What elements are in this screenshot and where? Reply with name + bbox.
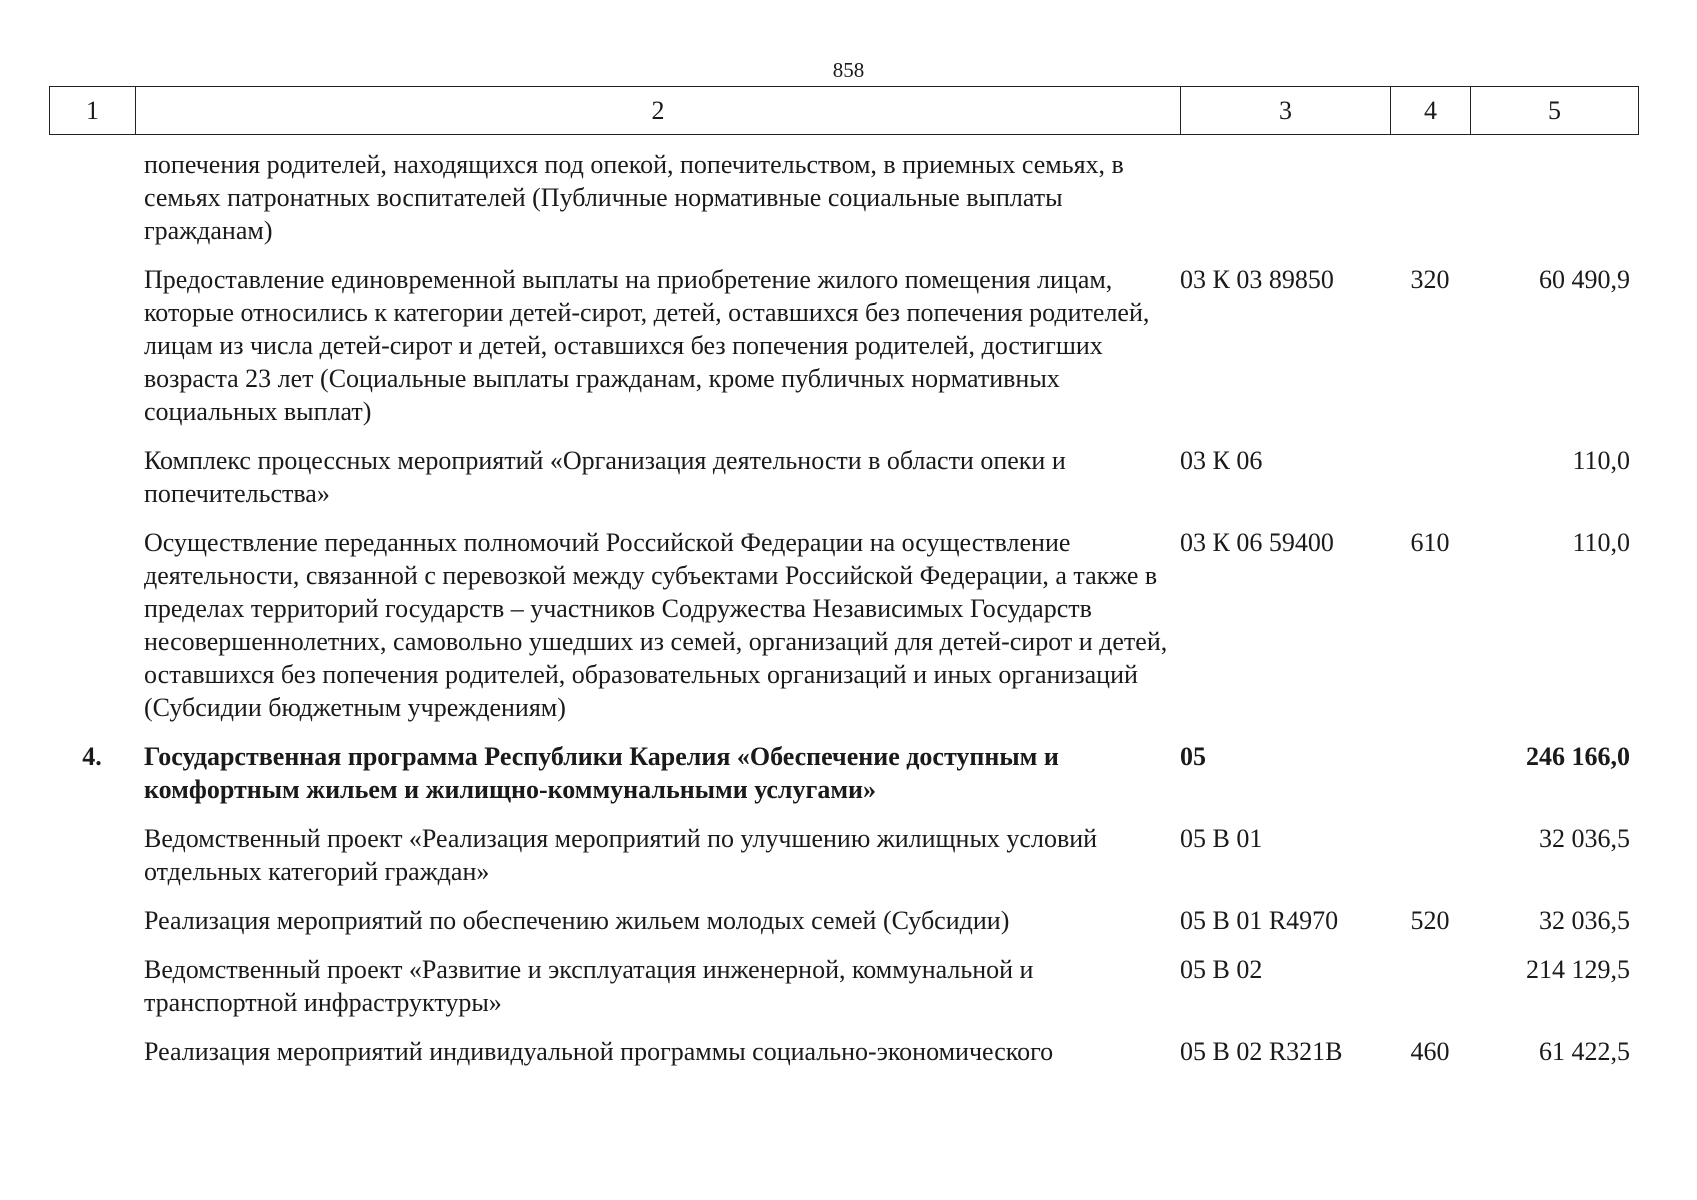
row-sum: 246 166,0: [1526, 742, 1630, 771]
row-sum: 61 422,5: [1539, 1037, 1630, 1066]
row-sum: 110,0: [1572, 446, 1630, 475]
table-row: [49, 1035, 1638, 1084]
table-row-program: [49, 740, 1638, 822]
row-sum: 110,0: [1572, 528, 1630, 557]
row-name: Предоставление единовременной выплаты на приобретение жилого помещения лицам, которые относились к категории детей-сирот, детей, оставшихся без попечения родителей, лицам из числа детей-сирот и детей, оставшихся без попечения родителей, достигших возраста 23 лет (Социальные выплаты гражданам, кроме публичных нормативных социальных выплат): [144, 265, 1150, 426]
row-code: 05 В 01: [1180, 824, 1263, 853]
row-expense-type: [1390, 953, 1470, 1035]
row-number: [49, 444, 135, 526]
row-number: [49, 953, 135, 1035]
table-row: [49, 953, 1638, 1035]
row-code: 03 К 06 59400: [1180, 528, 1334, 557]
row-sum: 32 036,5: [1539, 906, 1630, 935]
row-expense-type: [1390, 148, 1470, 263]
column-header-table: [49, 86, 1639, 135]
table-row: [49, 444, 1638, 526]
row-expense-type: 610: [1410, 528, 1450, 557]
row-number: [49, 904, 135, 953]
row-name: Государственная программа Республики Карелия «Обеспечение доступным и комфортным жильем и жилищно-коммунальными услугами»: [144, 742, 1059, 804]
table-row: [49, 263, 1638, 444]
row-expense-type: [1390, 822, 1470, 904]
row-code: 05 В 01 R4970: [1180, 906, 1339, 935]
row-number: 4.: [82, 742, 102, 771]
budget-table: [49, 148, 1638, 1084]
row-code: 05: [1180, 742, 1206, 771]
row-name: Реализация мероприятий индивидуальной программы социально-экономического: [144, 1037, 1054, 1066]
page-number: 858: [832, 58, 865, 82]
table-row: [49, 822, 1638, 904]
row-sum: 60 490,9: [1539, 265, 1630, 294]
row-code: [1180, 148, 1390, 263]
table-row: [49, 526, 1638, 740]
row-sum: 32 036,5: [1539, 824, 1630, 853]
row-number: [49, 526, 135, 740]
row-sum: [1470, 148, 1638, 263]
table-row: [49, 148, 1638, 263]
row-number: [49, 263, 135, 444]
row-name: попечения родителей, находящихся под опекой, попечительством, в приемных семьях, в семьях патронатных воспитателей (Публичные нормативные социальные выплаты гражданам): [144, 150, 1124, 245]
column-header-1: 1: [50, 87, 136, 135]
row-expense-type: 320: [1410, 265, 1450, 294]
row-number: [49, 148, 135, 263]
row-number: [49, 822, 135, 904]
row-code: 03 К 06: [1180, 446, 1263, 475]
column-header-3: 3: [1181, 87, 1391, 135]
column-header-row: [50, 87, 1639, 135]
table-row: [49, 904, 1638, 953]
row-code: 03 К 03 89850: [1180, 265, 1334, 294]
row-code: 05 В 02: [1180, 955, 1263, 984]
row-sum: 214 129,5: [1526, 955, 1630, 984]
row-number: [49, 1035, 135, 1084]
column-header-2: 2: [136, 87, 1181, 135]
row-code: 05 В 02 R321B: [1180, 1037, 1343, 1066]
row-expense-type: [1390, 444, 1470, 526]
row-expense-type: [1390, 740, 1470, 822]
column-header-4: 4: [1391, 87, 1471, 135]
row-name: Осуществление переданных полномочий Российской Федерации на осуществление деятельности, связанной с перевозкой между субъектами Российской Федерации, а также в пределах территорий государств – участников Содружества Независимых Государств несовершеннолетних, самовольно ушедших из семей, организаций для детей-сирот и детей, оставшихся без попечения родителей, образовательных организаций и иных организаций (Субсидии бюджетным учреждениям): [144, 528, 1168, 722]
row-name: Комплекс процессных мероприятий «Организация деятельности в области опеки и попечительства»: [144, 446, 1066, 508]
column-header-5: 5: [1471, 87, 1639, 135]
row-expense-type: 520: [1410, 906, 1450, 935]
row-name: Ведомственный проект «Реализация мероприятий по улучшению жилищных условий отдельных категорий граждан»: [144, 824, 1098, 886]
row-name: Ведомственный проект «Развитие и эксплуатация инженерной, коммунальной и транспортной инфраструктуры»: [144, 955, 1034, 1017]
row-name: Реализация мероприятий по обеспечению жильем молодых семей (Субсидии): [144, 906, 1010, 935]
row-expense-type: 460: [1410, 1037, 1450, 1066]
